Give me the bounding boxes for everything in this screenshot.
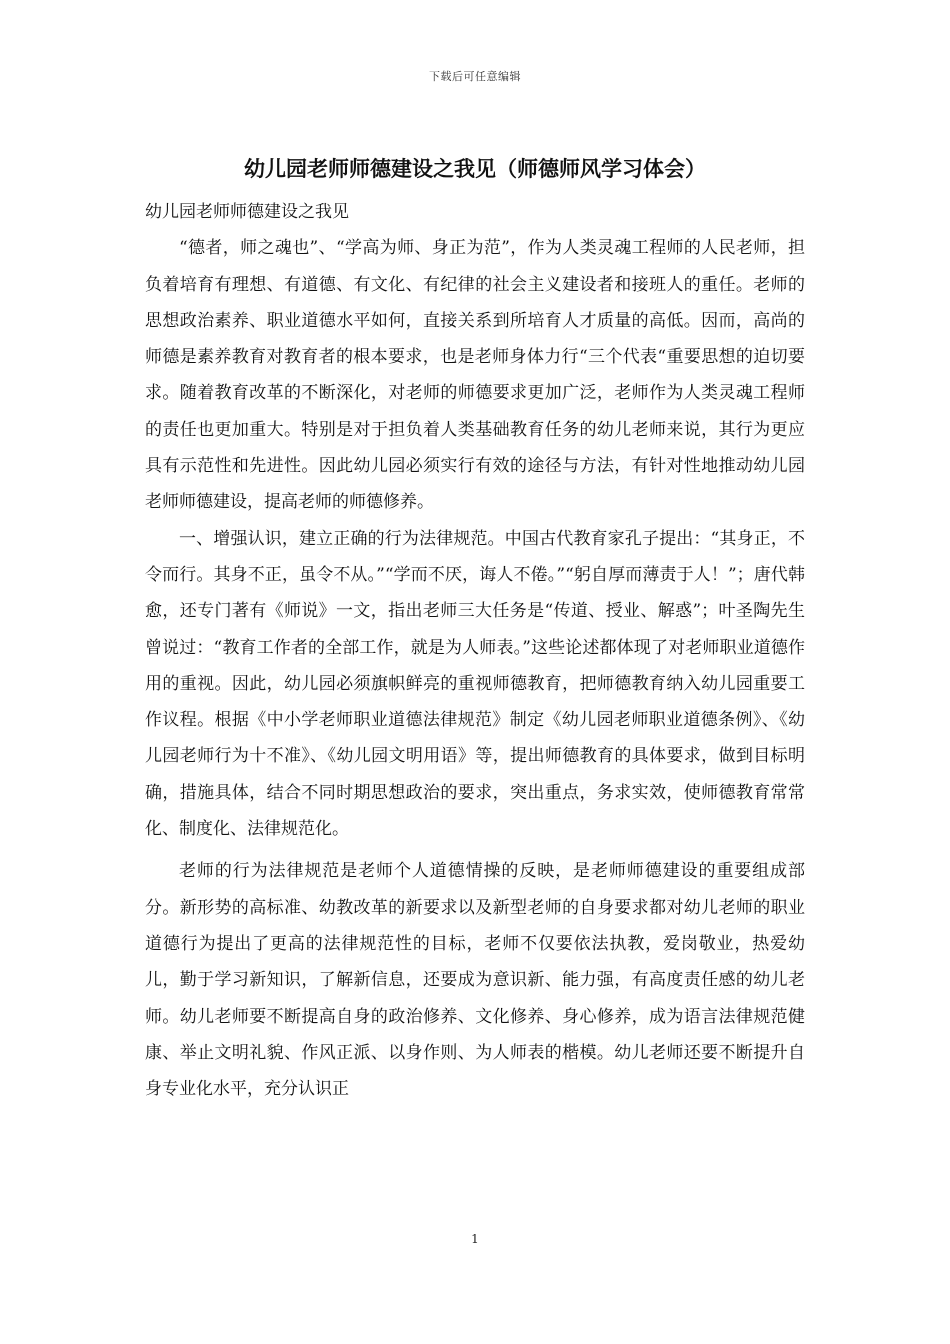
- body-paragraph-1: “德者，师之魂也”、“学高为师、身正为范”，作为人类灵魂工程师的人民老师，担负着培育有理想、有道德、有文化、有纪律的社会主义建设者和接班人的重任。老师的思想政治素养、职业道德水平如何，直接关系到所培育人才质量的高低。因而，高尚的师德是素养教育对教育者的根本要求，也是老师身体力行“三个代表“重要思想的迫切要求。随着教育改革的不断深化，对老师的师德要求更加广泛，老师作为人类灵魂工程师的责任也更加重大。特别是对于担负着人类基础教育任务的幼儿老师来说，其行为更应具有示范性和先进性。因此幼儿园必须实行有效的途径与方法，有针对性地推动幼儿园老师师德建设，提高老师的师德修养。: [145, 238, 805, 513]
- document-subtitle: 幼儿园老师师德建设之我见: [145, 202, 349, 222]
- body-paragraph-2: 一、增强认识，建立正确的行为法律规范。中国古代教育家孔子提出：“其身正，不令而行。其身不正，虽令不从。”“学而不厌，诲人不倦。”“躬自厚而薄责于人！”；唐代韩愈，还专门著有《师说》一文，指出老师三大任务是“传道、授业、解惑”；叶圣陶先生曾说过：“教育工作者的全部工作，就是为人师表。”这些论述都体现了对老师职业道德作用的重视。因此，幼儿园必须旗帜鲜亮的重视师德教育，把师德教育纳入幼儿园重要工作议程。根据《中小学老师职业道德法律规范》制定《幼儿园老师职业道德条例》、《幼儿园老师行为十不准》、《幼儿园文明用语》等，提出师德教育的具体要求，做到目标明确，措施具体，结合不同时期思想政治的要求，突出重点，务求实效，使师德教育常常化、制度化、法律规范化。: [145, 528, 805, 840]
- document-body: [145, 194, 805, 1107]
- page-header-note: 下载后可任意编辑: [429, 70, 521, 83]
- body-paragraph-3: 老师的行为法律规范是老师个人道德情操的反映，是老师师德建设的重要组成部分。新形势的高标准、幼教改革的新要求以及新型老师的自身要求都对幼儿老师的职业道德行为提出了更高的法律规范性的目标，老师不仅要依法执教，爱岗敬业，热爱幼儿，勤于学习新知识，了解新信息，还要成为意识新、能力强，有高度责任感的幼儿老师。幼儿老师要不断提高自身的政治修养、文化修养、身心修养，成为语言法律规范健康、举止文明礼貌、作风正派、以身作则、为人师表的楷模。幼儿老师还要不断提升自身专业化水平，充分认识正: [145, 861, 805, 1100]
- document-title: 幼儿园老师师德建设之我见（师德师风学习体会）: [244, 156, 706, 181]
- page-number: 1: [471, 1232, 479, 1246]
